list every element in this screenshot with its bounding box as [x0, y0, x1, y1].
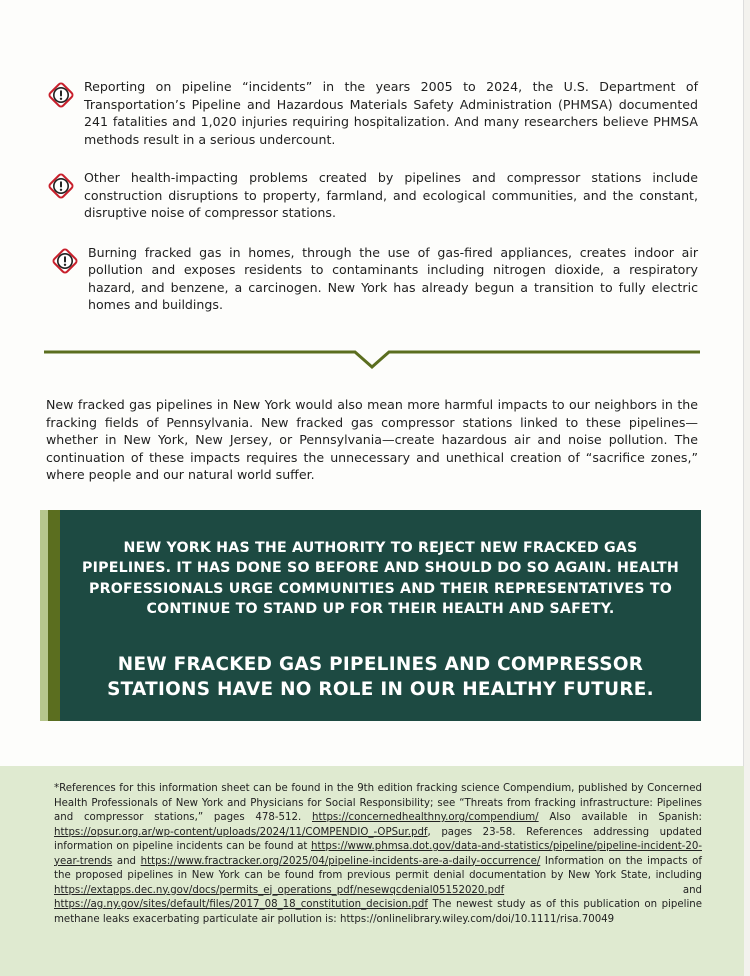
ref-text: *References for this information sheet can be found in the 9th edition fracking science Compendium, published by Concerned Health Professionals of New York and Physicians for Social Responsibility; see “Threats from fracking infrastructure: Pipelines and compressor stations,” pages 478-512.	[54, 783, 702, 823]
dec-permit-link[interactable]: https://extapps.dec.ny.gov/docs/permits_ej_operations_pdf/nesewqcdenial05152020.pdf	[54, 884, 505, 896]
section-divider	[44, 340, 700, 376]
references-section	[0, 766, 744, 976]
callout-accent-light	[40, 510, 48, 721]
hazard-bullet-text: Reporting on pipeline “incidents” in the years 2005 to 2024, the U.S. Department of Transportation’s Pipeline and Hazardous Materials Safety Administration (PHMSA) documented 241 fatalities and 1,020 injuries requiring hospitalization. And many researchers believe PHMSA methods result in a serious undercount.	[84, 79, 698, 147]
callout-box	[40, 510, 701, 721]
warning-diamond-icon	[50, 246, 80, 276]
ref-text: and	[112, 855, 141, 867]
hazard-bullet	[46, 78, 698, 148]
compendium-link[interactable]: https://concernedhealthny.org/compendium/	[312, 812, 539, 823]
ag-decision-link[interactable]: https://ag.ny.gov/sites/default/files/2017_08_18_constitution_decision.pdf	[54, 899, 428, 910]
ref-text: Also available in Spanish:	[538, 812, 702, 823]
hazard-bullet-text: Burning fracked gas in homes, through the use of gas-fired appliances, creates indoor air pollution and exposes residents to contaminants including nitrogen dioxide, a respiratory hazard, and benzene, a carcinogen. New York has already begun a transition to fully electric homes and buildings.	[88, 244, 698, 312]
callout-statement: NEW YORK HAS THE AUTHORITY TO REJECT NEW FRACKED GAS PIPELINES. IT HAS DONE SO BEFORE AND SHOULD DO SO AGAIN. HEALTH PROFESSIONALS URGE COMMUNITIES AND THEIR REPRESENTATIVES TO CONTINUE TO STAND UP FOR THEIR HEALTH AND SAFETY.	[82, 540, 679, 617]
references-text	[54, 782, 702, 927]
warning-diamond-icon	[46, 80, 76, 110]
spanish-compendium-link[interactable]: https://opsur.org.ar/wp-content/uploads/2024/11/COMPENDIO_-OPSur.pdf	[54, 826, 428, 838]
fractracker-link[interactable]: https://www.fractracker.org/2025/04/pipeline-incidents-are-a-daily-occurrence/	[140, 855, 541, 867]
ref-text: , pages 23-58. References addressing updated information on pipeline incidents can be found at	[54, 826, 702, 852]
warning-diamond-icon	[46, 171, 76, 201]
neighbors-paragraph: New fracked gas pipelines in New York would also mean more harmful impacts to our neighbors in the fracking fields of Pennsylvania. New fracked gas compressor stations linked to these pipelines—whether in New York, New Jersey, or Pennsylvania—create hazardous air and noise pollution. The continuation of these impacts requires the unnecessary and unethical creation of “sacrifice zones,” where people and our natural world suffer.	[46, 397, 698, 483]
hazard-bullet-text: Other health-impacting problems created by pipelines and compressor stations include construction disruptions to property, farmland, and ecological communities, and the constant, disruptive noise of compressor stations.	[84, 170, 698, 220]
callout-accent-dark	[48, 510, 60, 721]
ref-text: and	[504, 884, 702, 896]
phmsa-link[interactable]: https://www.phmsa.dot.gov/data-and-statistics/pipeline/pipeline-incident-20-year-trends	[54, 841, 702, 867]
ref-text: The newest study as of this publication on pipeline methane leaks exacerbating particulate air pollution is: https://onlinelibrary.wiley.com/doi/10.1111/risa.70049	[54, 899, 702, 925]
hazard-bullet-list	[46, 78, 698, 314]
callout-headline: NEW FRACKED GAS PIPELINES AND COMPRESSOR STATIONS HAVE NO ROLE IN OUR HEALTHY FUTURE.	[107, 654, 654, 700]
hazard-bullet	[46, 244, 698, 314]
ref-text: Information on the impacts of the proposed pipelines in New York can be found from previous permit denial documentation by New York State, including	[54, 855, 702, 881]
hazard-bullet	[46, 169, 698, 222]
